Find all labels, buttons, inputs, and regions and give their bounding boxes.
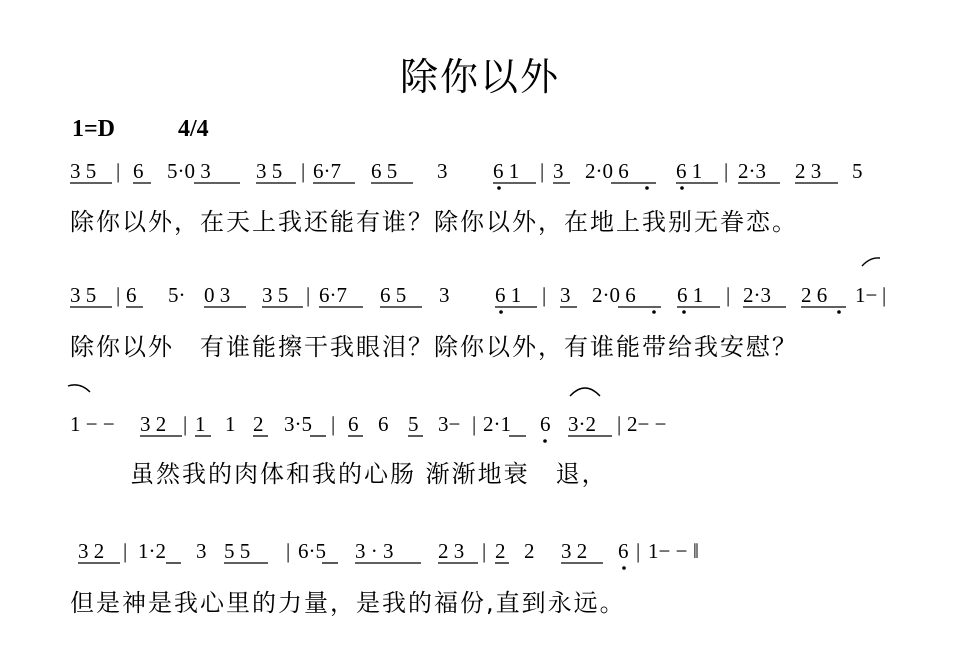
lyrics-line-4: 但是神是我心里的力量，是我的福份,直到永远。 (70, 589, 626, 617)
note-group: 3 (553, 159, 564, 183)
note-group: 6 5 (380, 283, 407, 307)
final-barline: ‖ (693, 539, 699, 563)
note-group: 1− (855, 283, 878, 307)
barline: | (482, 539, 487, 563)
note-group: 3 2 (140, 412, 167, 436)
note-group: 2·3 (743, 283, 771, 307)
note-group: 1 (195, 412, 206, 436)
note-group: 6·7 (319, 283, 347, 307)
barline: | (331, 412, 336, 436)
note-group: 2 6 (801, 283, 828, 307)
note-group: 3 (560, 283, 571, 307)
note-group: 6 (618, 539, 629, 563)
note-group: 3 5 (262, 283, 289, 307)
note-group: 3 · 3 (355, 539, 394, 563)
barline: | (306, 283, 311, 307)
note-group: 2·0 6 (585, 159, 629, 183)
note-group: 6 (540, 412, 551, 436)
note-group: 1·2 (138, 539, 166, 563)
lyrics-line-2: 除你以外 有谁能擦干我眼泪？除你以外，有谁能带给我安慰？ (70, 333, 798, 361)
note-group: 5· (168, 283, 186, 307)
note-group: 5 5 (224, 539, 251, 563)
note-group: 6·5 (298, 539, 326, 563)
note-group: 1 − − (70, 412, 115, 436)
barline: | (724, 159, 729, 183)
system-2-notation (70, 258, 886, 314)
key-signature: 1=D (72, 116, 116, 142)
barline: | (123, 539, 128, 563)
note-group: 3− (438, 412, 461, 436)
system-1-notation (70, 159, 863, 190)
note-group: 6·7 (313, 159, 341, 183)
system-4-notation (78, 539, 699, 570)
note-group: 3 5 (70, 283, 97, 307)
note-group: 2 3 (795, 159, 822, 183)
note-group: 0 3 (204, 283, 231, 307)
note-group: 6 1 (495, 283, 522, 307)
barline: | (472, 412, 477, 436)
note-group: 1 (225, 412, 236, 436)
note-group: 2·0 6 (592, 283, 636, 307)
note-group: 6 (126, 283, 137, 307)
barline: | (542, 283, 547, 307)
note-group: 6 5 (371, 159, 398, 183)
note-group: 6 1 (677, 283, 704, 307)
note-group: 2− − (627, 412, 667, 436)
note-group: 3 (437, 159, 448, 183)
note-group: 3 (196, 539, 207, 563)
note-group: 3·2 (568, 412, 596, 436)
note-group: 3 2 (561, 539, 588, 563)
barline: | (116, 159, 121, 183)
system-3-notation (68, 385, 666, 443)
barline: | (882, 283, 887, 307)
note-group: 2 (495, 539, 506, 563)
barline: | (726, 283, 731, 307)
note-group: 3 5 (70, 159, 97, 183)
barline: | (183, 412, 188, 436)
note-group: 1− − (648, 539, 688, 563)
note-group: 3 2 (78, 539, 105, 563)
note-group: 5 (852, 159, 863, 183)
time-signature: 4/4 (178, 116, 209, 142)
barline: | (286, 539, 291, 563)
note-group: 6 (348, 412, 359, 436)
song-title: 除你以外 (399, 55, 560, 99)
barline: | (636, 539, 641, 563)
note-group: 2 (253, 412, 264, 436)
note-group: 2·1 (483, 412, 511, 436)
note-group: 3 (439, 283, 450, 307)
lyrics-line-3: 虽然我的肉体和我的心肠 渐渐地衰 退， (130, 460, 608, 488)
note-group: 6 (133, 159, 144, 183)
note-group: 6 1 (676, 159, 703, 183)
note-group: 6 1 (493, 159, 520, 183)
note-group: 6 (378, 412, 389, 436)
note-group: 3 5 (256, 159, 283, 183)
note-group: 2·3 (738, 159, 766, 183)
note-group: 5 (408, 412, 419, 436)
note-group: 2 3 (438, 539, 465, 563)
barline: | (301, 159, 306, 183)
barline: | (540, 159, 545, 183)
lyrics-line-1: 除你以外，在天上我还能有谁？除你以外，在地上我别无眷恋。 (70, 208, 798, 236)
note-group: 5·0 3 (167, 159, 211, 183)
note-group: 3·5 (284, 412, 312, 436)
note-group: 2 (524, 539, 535, 563)
barline: | (617, 412, 622, 436)
barline: | (116, 283, 121, 307)
